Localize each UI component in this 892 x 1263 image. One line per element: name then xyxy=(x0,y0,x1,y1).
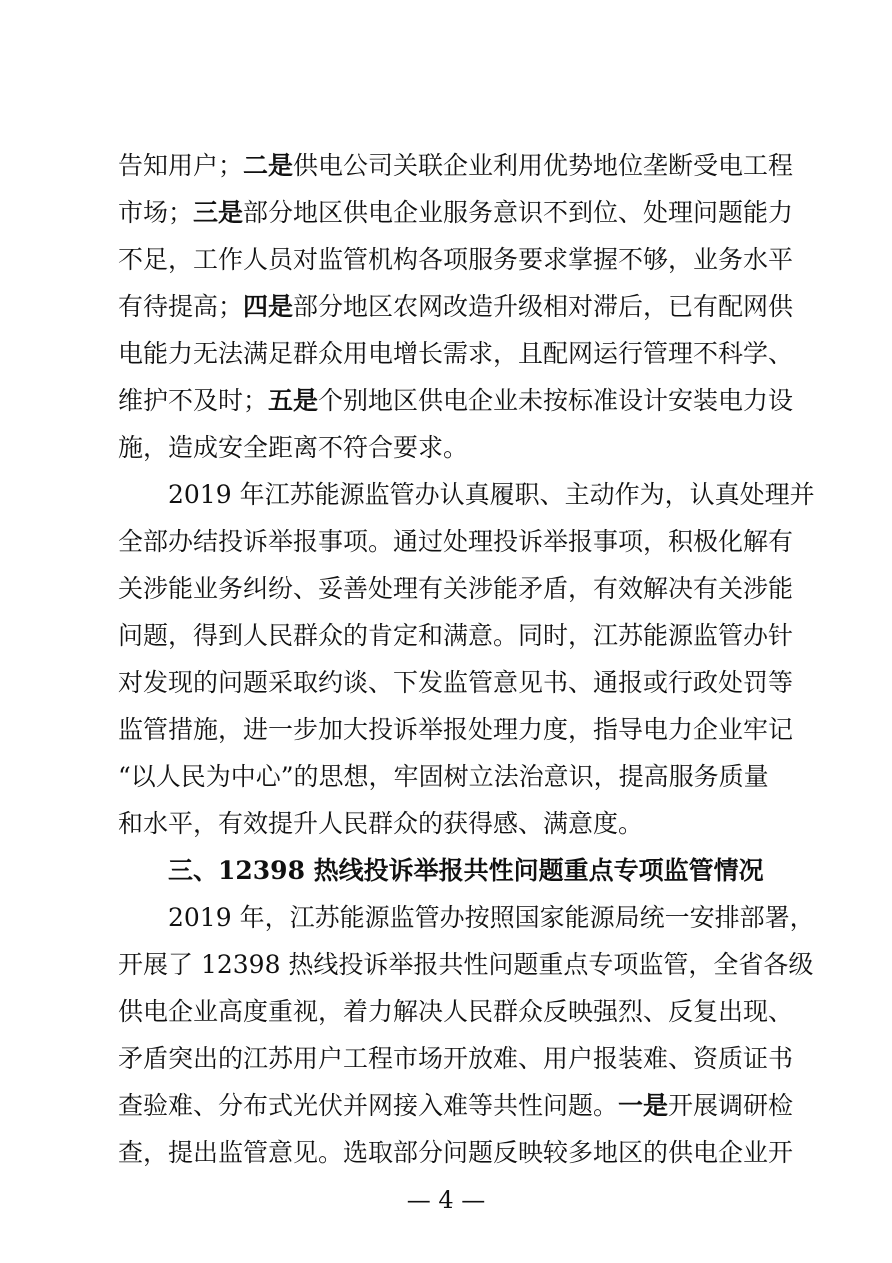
paragraph-line: “以人民为中心”的思想，牢固树立法治意识，提高服务质量 xyxy=(118,762,769,791)
paragraph-line: 监管措施，进一步加大投诉举报处理力度，指导电力企业牢记 xyxy=(118,715,794,744)
paragraph-line: 供电企业高度重视，着力解决人民群众反映强烈、反复出现、 xyxy=(118,997,794,1026)
paragraph-line: 施，造成安全距离不符合要求。 xyxy=(118,433,469,462)
paragraph-line: 关涉能业务纠纷、妥善处理有关涉能矛盾，有效解决有关涉能 xyxy=(118,574,794,603)
text-run: 开展调研检 xyxy=(668,1091,794,1120)
bold-keyword: 五是 xyxy=(268,386,319,415)
text-run: 有待提高； xyxy=(118,292,244,321)
section-heading: 三、12398 热线投诉举报共性问题重点专项监管情况 xyxy=(168,856,764,885)
paragraph-line: 2019 年，江苏能源监管办按照国家能源局统一安排部署， xyxy=(168,903,815,932)
paragraph-line: 2019 年江苏能源监管办认真履职、主动作为，认真处理并 xyxy=(168,480,815,509)
paragraph-line: 对发现的问题采取约谈、下发监管意见书、通报或行政处罚等 xyxy=(118,668,794,697)
bold-keyword: 三是 xyxy=(193,198,244,227)
page-number: — 4 — xyxy=(406,1186,486,1214)
paragraph-line xyxy=(118,1084,794,1128)
paragraph-line xyxy=(118,191,794,235)
bold-keyword: 一是 xyxy=(618,1091,669,1120)
text-run: 查验难、分布式光伏并网接入难等共性问题。 xyxy=(118,1091,619,1120)
paragraph-line: 和水平，有效提升人民群众的获得感、满意度。 xyxy=(118,809,644,838)
text-run: 供电公司关联企业利用优势地位垄断受电工程 xyxy=(293,151,794,180)
text-run: 个别地区供电企业未按标准设计安装电力设 xyxy=(318,386,794,415)
bold-keyword: 四是 xyxy=(243,292,294,321)
paragraph-line: 开展了 12398 热线投诉举报共性问题重点专项监管，全省各级 xyxy=(118,950,814,979)
paragraph-line: 全部办结投诉举报事项。通过处理投诉举报事项，积极化解有 xyxy=(118,527,794,556)
text-run: 市场； xyxy=(118,198,194,227)
text-run: 告知用户； xyxy=(118,151,244,180)
text-run: 部分地区农网改造升级相对滞后，已有配网供 xyxy=(293,292,794,321)
paragraph-line xyxy=(118,285,794,329)
text-run: 维护不及时； xyxy=(118,386,269,415)
paragraph-line xyxy=(118,379,794,423)
paragraph-line xyxy=(118,144,794,188)
paragraph-line: 不足，工作人员对监管机构各项服务要求掌握不够，业务水平 xyxy=(118,245,794,274)
text-run: 部分地区供电企业服务意识不到位、处理问题能力 xyxy=(243,198,794,227)
bold-keyword: 二是 xyxy=(243,151,294,180)
paragraph-line: 问题，得到人民群众的肯定和满意。同时，江苏能源监管办针 xyxy=(118,621,794,650)
paragraph-line: 查，提出监管意见。选取部分问题反映较多地区的供电企业开 xyxy=(118,1138,794,1167)
paragraph-line: 电能力无法满足群众用电增长需求，且配网运行管理不科学、 xyxy=(118,339,794,368)
paragraph-line: 矛盾突出的江苏用户工程市场开放难、用户报装难、资质证书 xyxy=(118,1044,794,1073)
